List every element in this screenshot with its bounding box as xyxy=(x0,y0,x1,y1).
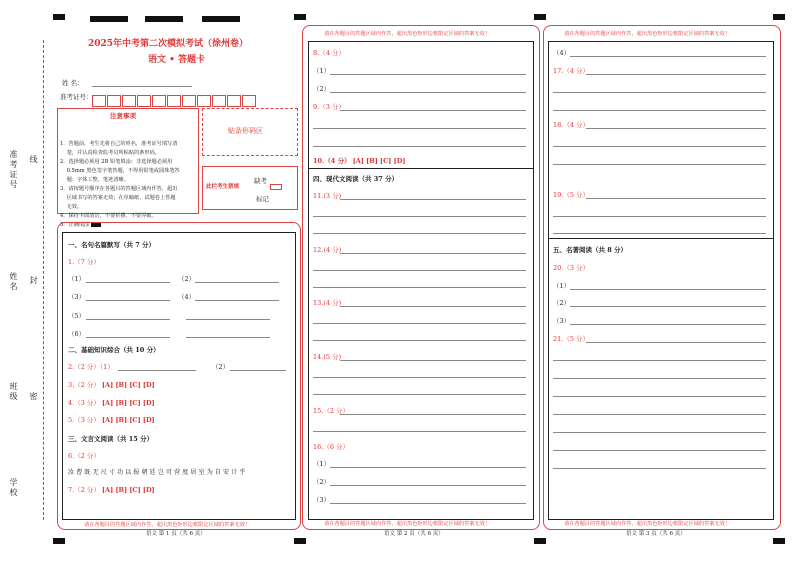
answer-line[interactable] xyxy=(313,431,526,432)
registration-mark xyxy=(534,14,546,20)
answer-line[interactable] xyxy=(553,110,766,111)
page-title: 2025年中考第二次模拟考试（徐州卷） xyxy=(88,39,249,49)
answer-line[interactable] xyxy=(330,503,526,504)
side-name-label: 姓名 xyxy=(9,272,18,292)
q15-label: 15.（2 分） xyxy=(313,407,350,415)
q2-part2: （2） xyxy=(212,363,230,371)
answer-line[interactable] xyxy=(195,300,279,301)
binding-dashed-line xyxy=(43,40,44,520)
q7-choices[interactable]: [A] [B] [C] [D] xyxy=(101,486,155,494)
answer-line[interactable] xyxy=(553,450,766,451)
absent-label: 此栏考生禁填 xyxy=(206,184,240,190)
answer-line[interactable] xyxy=(313,233,526,234)
page2-warning-top: 请在各题目的答题区域内作答，超出黑色矩形边框限定区域的答案无效！ xyxy=(324,31,491,37)
answer-line[interactable] xyxy=(313,377,526,378)
answer-line[interactable] xyxy=(313,323,526,324)
q1-part2: （2） xyxy=(178,275,196,283)
side-ticket-label: 准考证号 xyxy=(9,150,18,190)
answer-line[interactable] xyxy=(230,370,286,371)
ticket-number-boxes[interactable] xyxy=(92,90,257,109)
registration-mark xyxy=(53,538,65,544)
name-label: 姓 名： xyxy=(62,79,84,87)
q1-part4: （4） xyxy=(178,293,196,301)
answer-line[interactable] xyxy=(553,360,766,361)
answer-line[interactable] xyxy=(86,337,170,338)
answer-line[interactable] xyxy=(313,128,526,129)
page-subtitle: 语文 • 答题卡 xyxy=(148,55,206,65)
answer-line[interactable] xyxy=(186,319,270,320)
q5-label: 5.（3 分） [A] [B] [C] [D] xyxy=(68,416,155,424)
q2-label: 2.（2 分）（1） xyxy=(68,363,114,371)
q16-part2: （2） xyxy=(313,478,331,486)
side-class-label: 班级 xyxy=(9,382,18,402)
q6-sentence[interactable]: 汝 曹 既 无 尺 寸 功 以 报 朝 廷 岂 可 营 度 居 室 为 自 安 计 乎 xyxy=(68,469,246,476)
registration-mark xyxy=(294,14,306,20)
answer-line[interactable] xyxy=(570,306,766,307)
page3-warning-bottom: 请在各题目的答题区域内作答，超出黑色矩形边框限定区域的答案无效！ xyxy=(564,521,731,527)
registration-mark xyxy=(145,16,183,22)
side-seal-label: 封 xyxy=(29,276,38,286)
answer-line[interactable] xyxy=(313,287,526,288)
q18-label: 18.（4 分） xyxy=(553,121,590,129)
mark-label: 标记 xyxy=(256,195,269,203)
section2-title: 二、基础知识综合（共 10 分） xyxy=(68,346,160,354)
q12-label: 12.(4 分) xyxy=(313,246,342,254)
registration-mark xyxy=(294,538,306,544)
side-school-label: 学校 xyxy=(9,478,18,498)
section1-title: 一、名句名篇默写（共 7 分） xyxy=(68,241,156,249)
missing-label: 缺考 xyxy=(254,177,267,185)
q20-part2: （2） xyxy=(553,299,571,307)
registration-mark xyxy=(202,16,240,22)
q4-continued-label: （4） xyxy=(553,49,571,57)
q6-label: 6.（2 分） xyxy=(68,452,100,460)
q5-choices[interactable]: [A] [B] [C] [D] xyxy=(101,416,155,424)
q8-label: 8.（4 分） xyxy=(313,49,345,57)
q19-label: 19.（5 分） xyxy=(553,191,590,199)
registration-mark xyxy=(90,16,128,22)
absent-mark-box[interactable] xyxy=(270,184,282,190)
q11-label: 11.(3 分) xyxy=(313,192,342,200)
q10-label: 10.（4 分） [A] [B] [C] [D] xyxy=(313,157,406,165)
q3-label: 3.（2 分） [A] [B] [C] [D] xyxy=(68,381,155,389)
q1-part6: （6） xyxy=(68,330,86,338)
answer-line[interactable] xyxy=(313,394,526,395)
page3-warning-top: 请在各题目的答题区域内作答，超出黑色矩形边框限定区域的答案无效！ xyxy=(564,31,731,37)
answer-line[interactable] xyxy=(330,467,526,468)
answer-line[interactable] xyxy=(186,337,270,338)
answer-line[interactable] xyxy=(553,468,766,469)
name-field[interactable] xyxy=(92,86,192,87)
answer-line[interactable] xyxy=(570,289,766,290)
answer-line[interactable] xyxy=(553,146,766,147)
answer-line[interactable] xyxy=(553,378,766,379)
answer-line[interactable] xyxy=(86,319,170,320)
answer-line[interactable] xyxy=(586,198,766,199)
answer-line[interactable] xyxy=(553,233,766,234)
q4-choices[interactable]: [A] [B] [C] [D] xyxy=(101,399,155,407)
answer-line[interactable] xyxy=(586,128,766,129)
q4-label: 4.（3 分） [A] [B] [C] [D] xyxy=(68,399,155,407)
page1-footer: 语文 第 1 页（共 6 页） xyxy=(146,531,206,537)
q13-label: 13.(4 分) xyxy=(313,299,342,307)
side-line-label: 线 xyxy=(29,155,38,165)
q10-choices[interactable]: [A] [B] [C] [D] xyxy=(352,157,406,165)
q1-label: 1.（7 分） xyxy=(68,258,100,266)
q16-part3: （3） xyxy=(313,496,331,504)
answer-line[interactable] xyxy=(340,414,526,415)
q21-label: 21.（5 分） xyxy=(553,335,590,343)
q20-part3: （3） xyxy=(553,317,571,325)
q20-label: 20.（3 分） xyxy=(553,264,590,272)
q1-part3: （3） xyxy=(68,293,86,301)
answer-line[interactable] xyxy=(586,74,766,75)
section5-title: 五、名著阅读（共 8 分） xyxy=(553,246,628,254)
answer-line[interactable] xyxy=(340,360,526,361)
page1-warning: 请在各题目的答题区域内作答，超出黑色矩形边框限定区域的答案无效！ xyxy=(84,522,251,528)
answer-line[interactable] xyxy=(340,199,526,200)
page3-footer: 语文 第 3 页（共 6 页） xyxy=(626,531,686,537)
answer-line[interactable] xyxy=(553,92,766,93)
q20-part1: （1） xyxy=(553,282,571,290)
answer-line[interactable] xyxy=(570,56,766,57)
answer-line[interactable] xyxy=(586,342,766,343)
page3-frame-bottom xyxy=(548,238,774,520)
answer-line[interactable] xyxy=(340,253,526,254)
page2-warning-bottom: 请在各题目的答题区域内作答，超出黑色矩形边框限定区域的答案无效！ xyxy=(324,521,491,527)
side-secret-label: 密 xyxy=(29,392,38,402)
answer-line[interactable] xyxy=(86,300,170,301)
q16-label: 16.（6 分） xyxy=(313,443,350,451)
answer-line[interactable] xyxy=(553,414,766,415)
section4-title: 四、现代文阅读（共 37 分） xyxy=(313,175,399,183)
answer-line[interactable] xyxy=(553,216,766,217)
registration-mark xyxy=(773,14,785,20)
answer-line[interactable] xyxy=(313,216,526,217)
registration-mark xyxy=(773,538,785,544)
answer-line[interactable] xyxy=(340,110,526,111)
q9-label: 9.（3 分） xyxy=(313,103,345,111)
barcode-label: 贴条形码区 xyxy=(228,127,263,135)
q17-label: 17.（4 分） xyxy=(553,67,590,75)
q3-choices[interactable]: [A] [B] [C] [D] xyxy=(101,381,155,389)
q8-part2: （2） xyxy=(313,85,331,93)
q1-part1: （1） xyxy=(68,275,86,283)
ticket-label: 准考证号： xyxy=(60,93,93,101)
answer-line[interactable] xyxy=(553,164,766,165)
answer-line[interactable] xyxy=(313,340,526,341)
answer-line[interactable] xyxy=(330,92,526,93)
page2-footer: 语文 第 2 页（共 6 页） xyxy=(384,531,444,537)
answer-line[interactable] xyxy=(86,282,170,283)
q7-label: 7.（2 分） [A] [B] [C] [D] xyxy=(68,486,155,494)
q14-label: 14.(5 分) xyxy=(313,353,342,361)
q1-part5: （5） xyxy=(68,312,86,320)
registration-mark xyxy=(53,14,65,20)
answer-line[interactable] xyxy=(330,485,526,486)
answer-line[interactable] xyxy=(553,396,766,397)
registration-mark xyxy=(534,538,546,544)
section3-title: 三、文言文阅读（共 15 分） xyxy=(68,435,154,443)
notice-list: 1．答题前，考生先将自己的姓名，准考证号填写清 楚，并认真检查监考员所粘贴的条形码。 2．选择题必须用 2B 铅笔填涂；非选择题必须用 0.5mm 黑色签字笔答题，不得用铅笔或圆珠笔答 题；字体工整、笔迹清晰。 3．请按题号顺序在各题目的答题区域内作答，超出 区域书写的答案无效；在草稿纸、试题卷上答题 无效。 4．保持卡面清洁，不要折叠、不要弄破。 5．正确填涂 xyxy=(60,141,180,228)
q16-part1: （1） xyxy=(313,460,331,468)
answer-line[interactable] xyxy=(553,432,766,433)
notice-title: 注意事项 xyxy=(110,112,136,120)
answer-line[interactable] xyxy=(330,74,526,75)
answer-line[interactable] xyxy=(340,306,526,307)
answer-line[interactable] xyxy=(195,282,279,283)
answer-line[interactable] xyxy=(118,370,196,371)
answer-line[interactable] xyxy=(313,146,526,147)
q8-part1: （1） xyxy=(313,67,331,75)
answer-line[interactable] xyxy=(570,324,766,325)
answer-line[interactable] xyxy=(313,270,526,271)
